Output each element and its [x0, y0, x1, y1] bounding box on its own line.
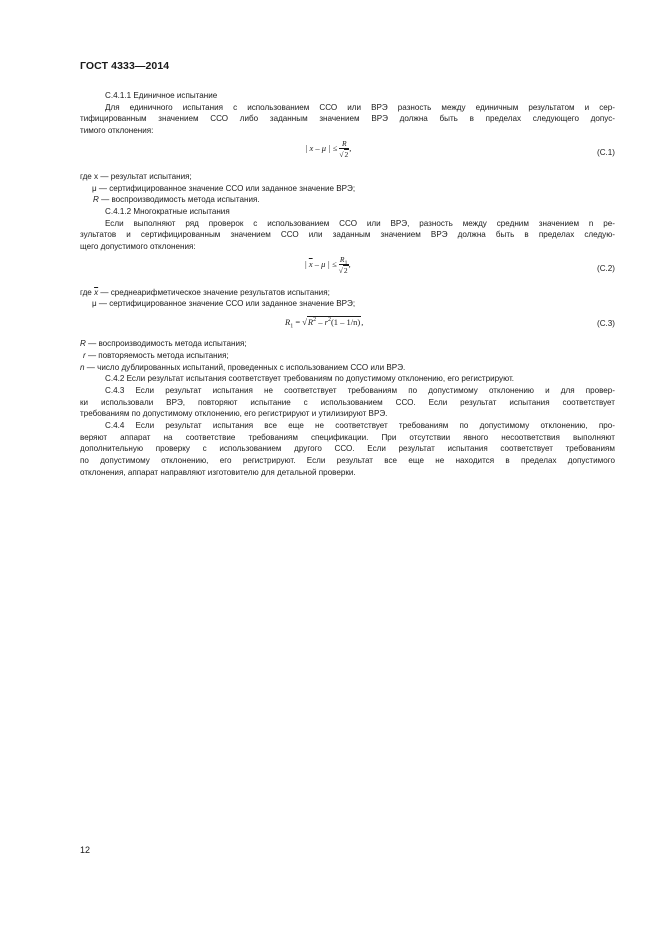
- text-line: отклонения, аппарат направляют изготовителю для детальной проверки.: [80, 467, 356, 477]
- formula-number: (C.2): [597, 263, 615, 273]
- page-number: 12: [80, 845, 91, 855]
- formula-c2: [80, 255, 615, 285]
- paragraph-multiple-tests: [80, 218, 615, 253]
- definition-n: [80, 362, 615, 374]
- definition-r: [80, 338, 615, 350]
- paragraph-c43: [80, 385, 615, 420]
- formula-punct: ,: [348, 258, 351, 269]
- definition-symbol: r: [83, 350, 86, 360]
- formula-lhs: R: [285, 317, 291, 328]
- formula-number: (C.3): [597, 319, 615, 329]
- fraction-denominator: [339, 149, 349, 159]
- fraction-numerator: [339, 255, 349, 265]
- exponent: 2: [313, 317, 317, 324]
- fraction: [339, 138, 352, 159]
- radicand-factor: (1 – 1/n): [330, 317, 361, 328]
- definition-mu: [80, 183, 615, 195]
- definition-symbol: μ: [92, 183, 97, 193]
- text-line: ки использовали ВРЭ, повторяют испытание с использованием ССО. Если результат испытания соответствует: [80, 397, 615, 407]
- formula-punct: ,: [349, 142, 352, 153]
- definition-symbol: n: [80, 362, 85, 372]
- definition-lead: где: [80, 287, 95, 297]
- formula-number: (C.1): [597, 147, 615, 157]
- text-line: зультатов и сертифицированным значением ССО или заданным значением ВРЭ должна быть в пределах следую-: [80, 230, 615, 240]
- formula-punct: ,: [361, 317, 364, 328]
- definition-symbol: R: [80, 339, 86, 349]
- paragraph-single-test: [80, 102, 615, 137]
- text-line: C.4.4 Если результат испытания все еще не соответствует требованиям по допустимому отклонению, про-: [105, 421, 615, 431]
- definition-text: — сертифицированное значение ССО или заданное значение ВРЭ;: [96, 183, 356, 193]
- root-sign: √: [302, 317, 307, 328]
- root-sign: √: [339, 149, 344, 159]
- formula-lhs-subscript: 1: [290, 323, 294, 330]
- paragraph-c42: C.4.2 Если результат испытания соответствует требованиям по допустимому отклонению, его регистрируют.: [105, 374, 515, 384]
- definition-text: — среднеарифметическое значение результатов испытания;: [98, 287, 330, 297]
- section-heading-c411: C.4.1.1 Единичное испытание: [105, 91, 218, 100]
- definition-text: — воспроизводимость метода испытания.: [98, 195, 260, 205]
- text-line: требованиям по допустимому отклонению, его регистрируют и утилизируют ВРЭ.: [80, 409, 388, 419]
- definitions-c1: [80, 171, 615, 206]
- definition-symbol: R: [93, 195, 99, 205]
- text-line: щего допустимого отклонения:: [80, 242, 196, 252]
- definition-text: — сертифицированное значение ССО или заданное значение ВРЭ;: [96, 299, 356, 309]
- radicand-term: R: [307, 317, 314, 328]
- formula-equals: =: [293, 317, 303, 328]
- definition-r: [80, 194, 615, 206]
- formula-c1: [80, 139, 615, 169]
- formula-expression: [305, 139, 351, 159]
- definition-text: — число дублированных испытаний, проведенных с использованием ССО или ВРЭ.: [84, 362, 406, 372]
- exponent: 2: [327, 317, 331, 324]
- paragraph-c44: [80, 420, 615, 479]
- text-line: дополнительную проверку с использованием другого ССО. Если результат испытания соответствует требованиям: [80, 444, 615, 454]
- numerator-symbol: R: [339, 254, 345, 264]
- formula-c3: [80, 312, 615, 336]
- definition-xbar: [80, 287, 615, 299]
- definition-x: [80, 171, 615, 183]
- definition-symbol: где x: [80, 171, 99, 181]
- formula-lhs: | x – μ | ≤: [305, 142, 340, 153]
- formula-lhs-rest: – μ | ≤: [312, 258, 339, 269]
- formula-bar-open: |: [305, 258, 309, 269]
- document-header: ГОСТ 4333—2014: [80, 60, 170, 72]
- text-line: Для единичного испытания с использованием ССО или ВРЭ разность между единичным результатом и сер-: [105, 102, 615, 112]
- text-line: по допустимому отклонению, его регистрируют. Если результат все еще не находится в пределах допустимого: [80, 456, 615, 466]
- formula-expression: [305, 255, 351, 275]
- text-line: тимого отклонения:: [80, 126, 154, 136]
- section-heading-c412: C.4.1.2 Многократные испытания: [105, 206, 230, 216]
- definition-text: — воспроизводимость метода испытания;: [85, 339, 247, 349]
- definition-text: — повторяемость метода испытания;: [85, 350, 229, 360]
- definition-rr: [80, 350, 615, 362]
- radicand-term: – r: [316, 317, 328, 328]
- radicand: 2: [344, 149, 349, 159]
- text-line: тифицированным значением ССО либо заданным значением ВРЭ должна быть в пределах следующего допус-: [80, 114, 615, 124]
- definition-text: — результат испытания;: [98, 171, 192, 181]
- text-line: C.4.3 Если результат испытания не соответствует требованиям по допустимому отклонению и для провер-: [105, 385, 615, 395]
- definition-symbol: μ: [92, 299, 97, 309]
- definitions-c3: [80, 338, 615, 373]
- document-body: [80, 90, 615, 479]
- fraction-denominator: [339, 265, 349, 275]
- definition-symbol: $\overline{x}$: [94, 287, 99, 297]
- formula-expression: [285, 316, 363, 329]
- radicand: [307, 316, 364, 329]
- fraction: [339, 255, 349, 275]
- radicand: 2: [343, 265, 348, 275]
- formula-xbar: $\overline{x}$: [308, 258, 313, 269]
- definition-mu: [80, 298, 615, 310]
- definitions-c2: [80, 287, 615, 310]
- text-line: веряют аппарат на соответствие требованиям спецификации. При отсутствии явного несоответствия выполняют: [80, 432, 615, 442]
- fraction-numerator: R: [339, 139, 349, 149]
- numerator-subscript: 1: [344, 260, 348, 267]
- root-sign: √: [338, 265, 343, 275]
- text-line: Если выполняют ряд проверок с использованием ССО или ВРЭ, разность между средним значением n ре-: [105, 218, 615, 228]
